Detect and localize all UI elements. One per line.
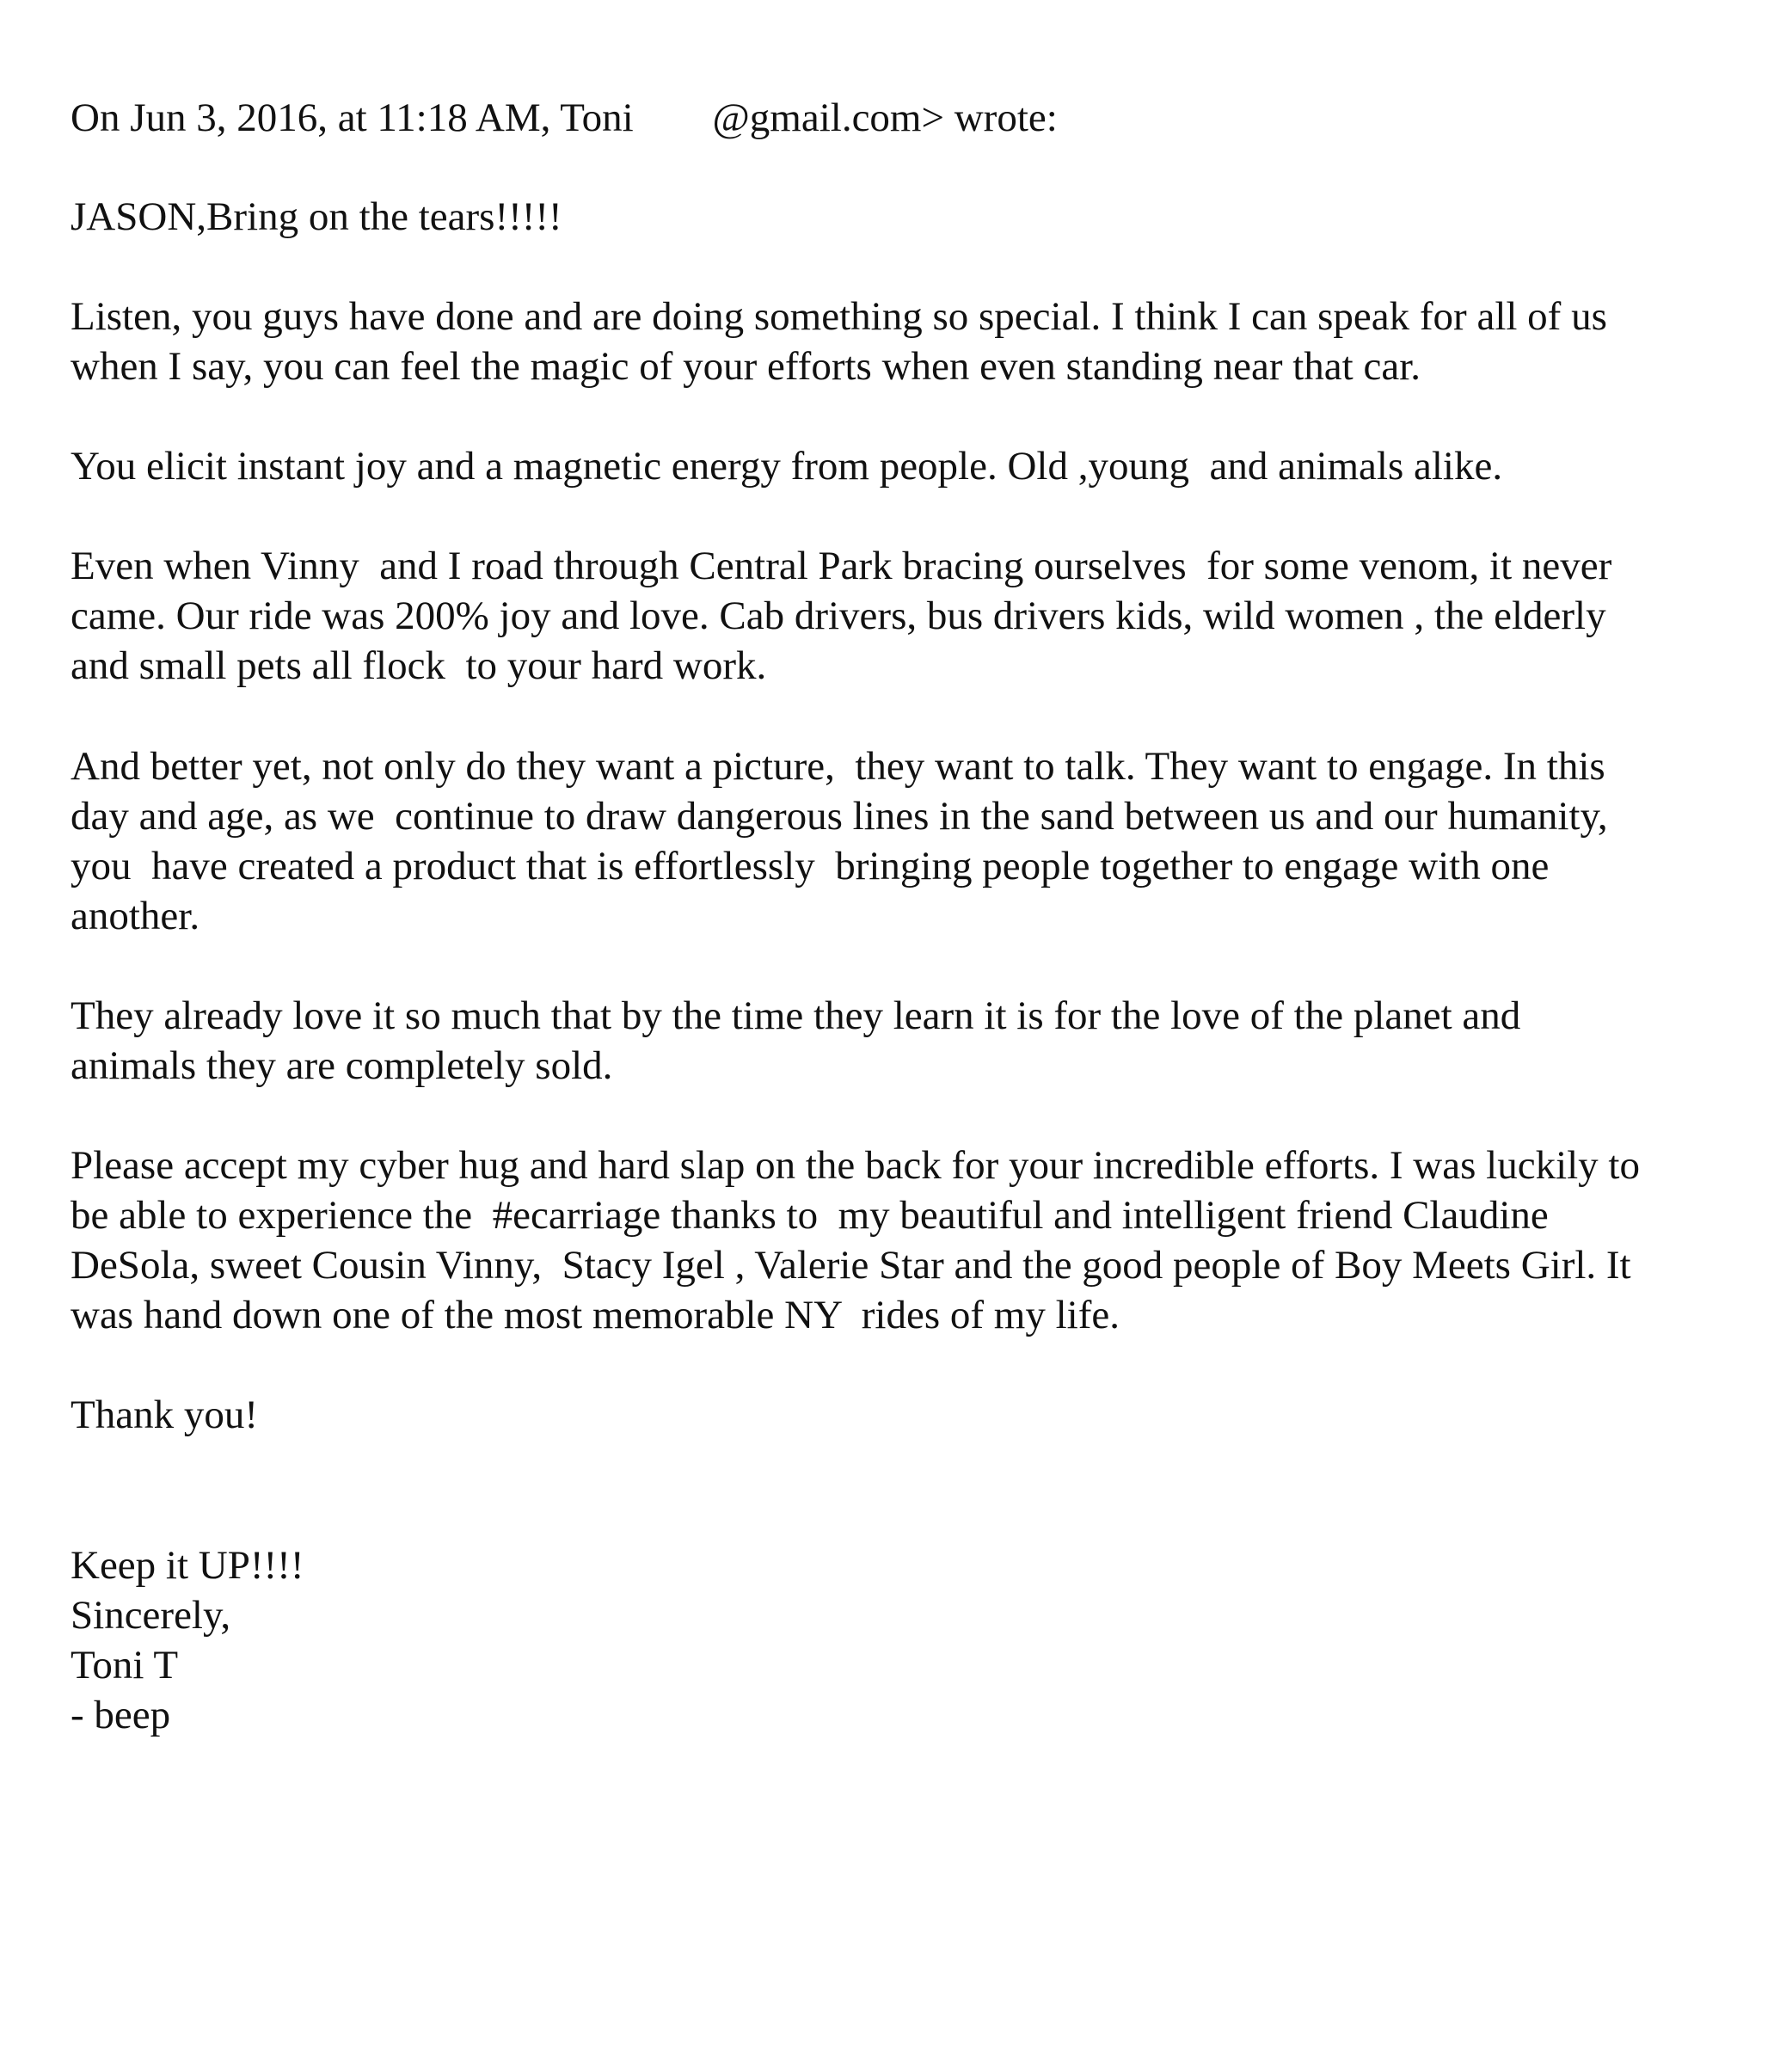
body-line: be able to experience the #ecarriage thanks to my beautiful and intelligent friend Claudine: [71, 1193, 1549, 1238]
email-header: [71, 93, 1058, 143]
header-prefix: On Jun 3, 2016, at 11:18 AM, Toni: [71, 95, 644, 140]
body-line: Please accept my cyber hug and hard slap on the back for your incredible efforts. I was luckily to: [71, 1143, 1640, 1188]
body-line: you have created a product that is effortlessly bringing people together to engage with one: [71, 844, 1550, 888]
signoff-sincerely: Sincerely,: [71, 1593, 231, 1638]
body-line: Even when Vinny and I road through Central Park bracing ourselves for some venom, it never: [71, 544, 1612, 588]
body-line: day and age, as we continue to draw dangerous lines in the sand between us and our humanity,: [71, 794, 1608, 839]
body-line: They already love it so much that by the time they learn it is for the love of the planet and: [71, 993, 1521, 1038]
body-line: was hand down one of the most memorable NY rides of my life.: [71, 1293, 1120, 1337]
closing-thanks: Thank you!: [71, 1393, 258, 1437]
body-line: animals they are completely sold.: [71, 1043, 613, 1088]
body-line: and small pets all flock to your hard work.: [71, 643, 767, 688]
signoff-name-prefix: Toni T: [71, 1643, 179, 1688]
signoff-name: [71, 1640, 273, 1690]
body-line: DeSola, sweet Cousin Vinny, Stacy Igel , Valerie Star and the good people of Boy Meets Girl. It: [71, 1243, 1631, 1288]
body-line: came. Our ride was 200% joy and love. Cab drivers, bus drivers kids, wild women , the elderly: [71, 593, 1606, 638]
signoff-beep: - beep: [71, 1693, 171, 1737]
signoff-keep-it-up: Keep it UP!!!!: [71, 1543, 304, 1588]
body-line: another.: [71, 894, 200, 938]
body-line: And better yet, not only do they want a picture, they want to talk. They want to engage. In this: [71, 744, 1605, 789]
header-suffix: @gmail.com> wrote:: [712, 95, 1058, 140]
body-line: when I say, you can feel the magic of your efforts when even standing near that car.: [71, 344, 1421, 389]
body-line: You elicit instant joy and a magnetic energy from people. Old ,young and animals alike.: [71, 444, 1503, 489]
greeting: JASON,Bring on the tears!!!!!: [71, 194, 562, 239]
body-line: Listen, you guys have done and are doing something so special. I think I can speak for all of us: [71, 294, 1607, 339]
